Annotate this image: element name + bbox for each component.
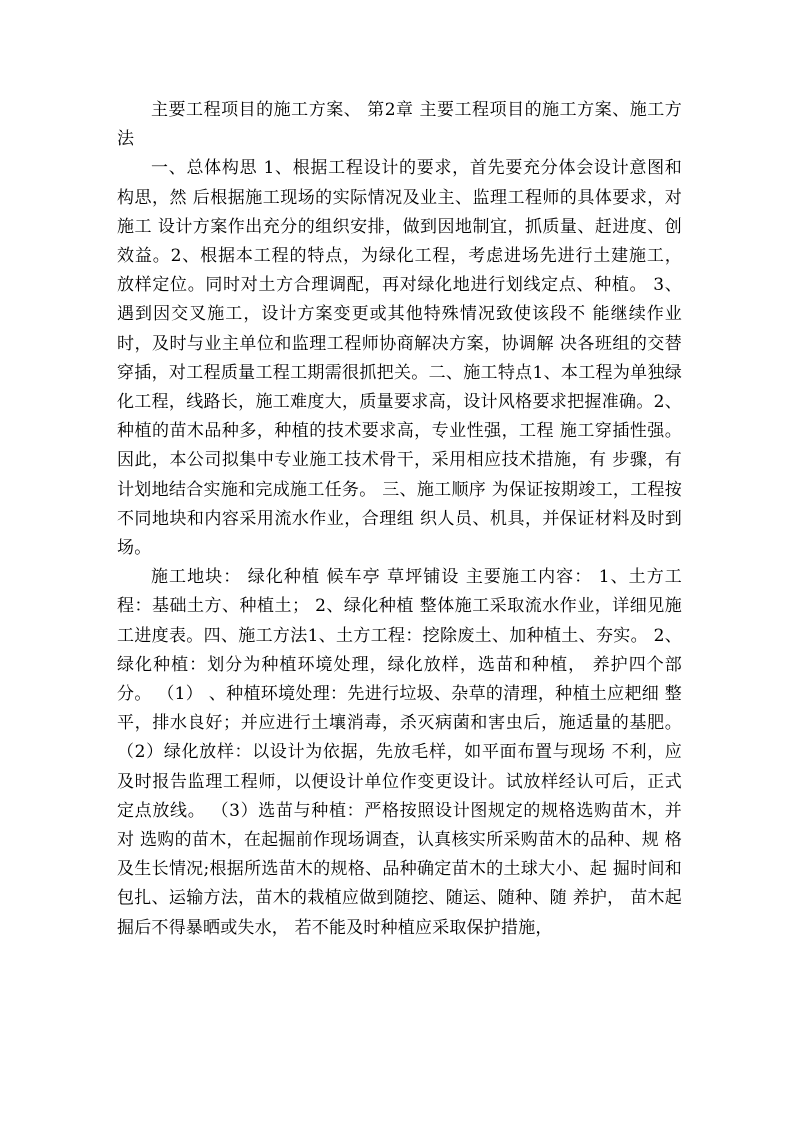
- paragraph-heading: 主要工程项目的施工方案、 第2章 主要工程项目的施工方案、施工方法: [117, 100, 682, 150]
- paragraph-construction-plots: 施工地块： 绿化种植 候车亭 草坪铺设 主要施工内容： 1、土方工程：基础土方、种植土； 2、绿化种植 整体施工采取流水作业，详细见施工进度表。四、施工方法1、土方工程：挖除废土、加种植土、夯实。 2、绿化种植：划分为种植环境处理，绿化放样，选苗和种植， 养护四个部分。 （1） 、种植环境处理：先进行垃圾、杂草的清理，种植土应耙细 整平，排水良好；并应进行土壤消毒，杀灭病菌和害虫后，施适量的基肥。（2）绿化放样：以设计为依据，先放毛样，如平面布置与现场 不利，应及时报告监理工程师，以便设计单位作变更设计。试放样经认可后，正式定点放线。 （3）选苗与种植：严格按照设计图规定的规格选购苗木，并对 选购的苗木，在起掘前作现场调查，认真核实所采购苗木的品种、规 格及生长情况;根据所选苗木的规格、品种确定苗木的土球大小、起 掘时间和包扎、运输方法，苗木的栽植应做到随挖、随运、随种、随 养护， 苗木起掘后不得暴晒或失水， 若不能及时种植应采取保护措施，: [117, 567, 682, 938]
- paragraph-overview: 一、总体构思 1、根据工程设计的要求，首先要充分体会设计意图和构思，然 后根据施工现场的实际情况及业主、监理工程师的具体要求，对施工 设计方案作出充分的组织安排，做到因地制宜，抓质量、赶进度、创效益。2、根据本工程的特点，为绿化工程，考虑进场先进行土建施工， 放样定位。同时对土方合理调配，再对绿化地进行划线定点、种植。 3、遇到因交叉施工，设计方案变更或其他特殊情况致使该段不 能继续作业时，及时与业主单位和监理工程师协商解决方案，协调解 决各班组的交替穿插，对工程质量工程工期需很抓把关。二、施工特点1、本工程为单独绿化工程，线路长，施工难度大，质量要求高，设计风格要求把握准确。2、种植的苗木品种多，种植的技术要求高，专业性强，工程 施工穿插性强。 因此，本公司拟集中专业施工技术骨干，采用相应技术措施，有 步骤，有计划地结合实施和完成施工任务。 三、施工顺序 为保证按期竣工，工程按不同地块和内容采用流水作业，合理组 织人员、机具，并保证材料及时到场。: [117, 158, 682, 559]
- document-page: [117, 96, 682, 943]
